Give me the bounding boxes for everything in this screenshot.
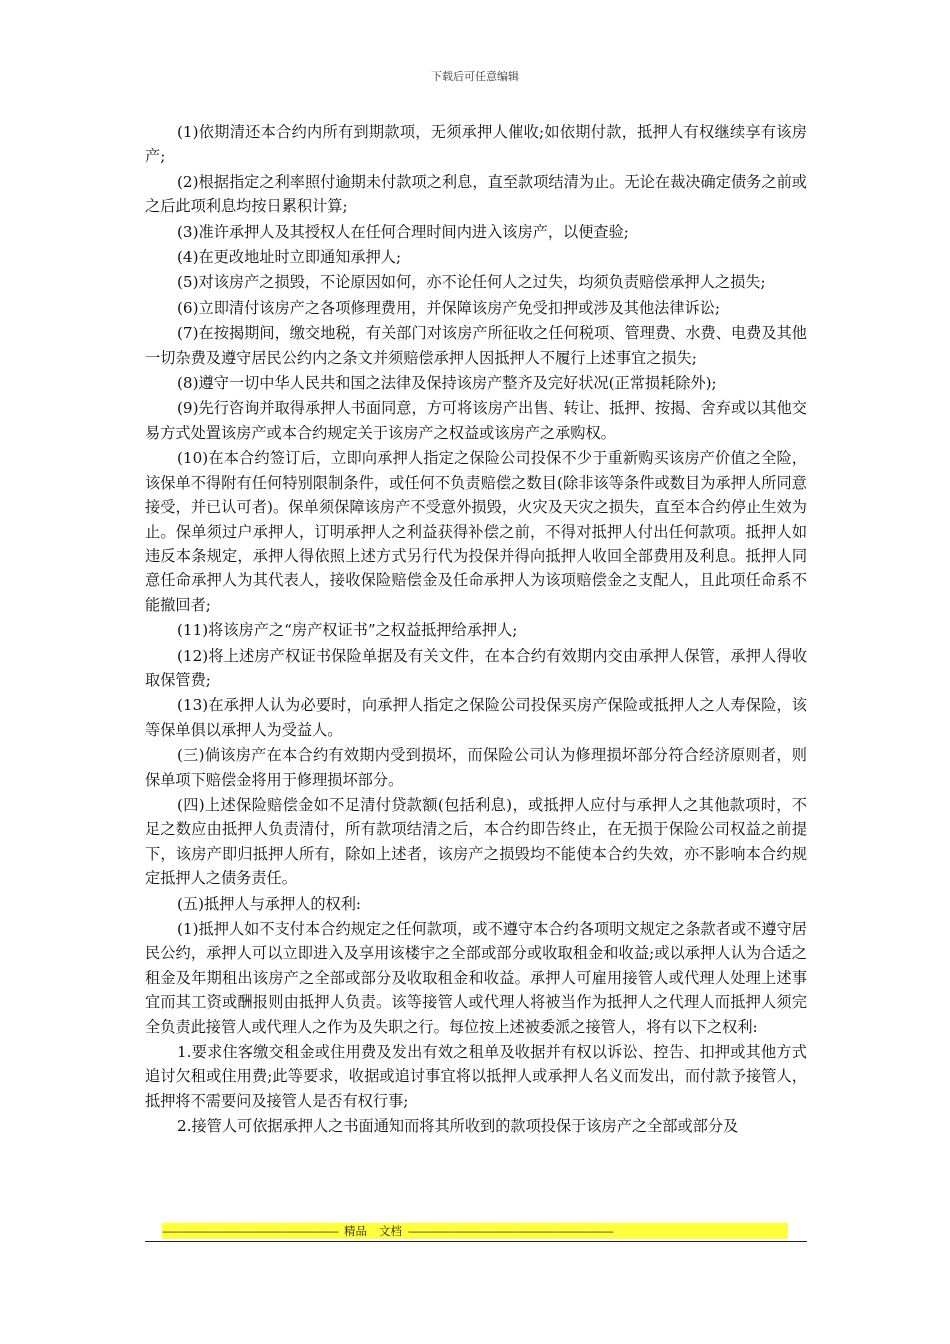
sub-clause-paragraph: 1.要求住客缴交租金或住用费及发出有效之租单及收据并有权以诉讼、控告、扣押或其他方式追讨欠租或住用费;此等要求，收据或追讨事宜将以抵押人或承押人名义而发出，而付款予接管人，抵押将不需要问及接管人是否有权行事;	[145, 1043, 807, 1110]
clause-paragraph: (8)遵守一切中华人民共和国之法律及保持该房产整齐及完好状况(正常损耗除外);	[177, 374, 717, 393]
clause-paragraph: (2)根据指定之利率照付逾期未付款项之利息，直至款项结清为止。无论在裁决确定债务之前或之后此项利息均按日累积计算;	[145, 172, 807, 216]
footer-divider	[145, 1241, 807, 1242]
sub-clause-paragraph: 2.接管人可依据承押人之书面通知而将其所收到的款项投保于该房产之全部或部分及	[177, 1117, 739, 1136]
footer-highlight-bar	[162, 1223, 788, 1239]
footer-left-dashes: -------------------------------------------------------------	[162, 1224, 339, 1238]
clause-paragraph: (12)将上述房产权证书保险单据及有关文件，在本合约有效期内交由承押人保管，承押人得收取保管费;	[145, 646, 807, 689]
clause-paragraph: (6)立即清付该房产之各项修理费用，并保障该房产免受扣押或涉及其他法律诉讼;	[177, 298, 721, 317]
clause-paragraph: (9)先行咨询并取得承押人书面同意，方可将该房产出售、转让、抵押、按揭、舍弃或以其他交易方式处置该房产或本合约规定关于该房产之权益或该房产之承购权。	[145, 399, 807, 442]
section-heading: (五)抵押人与承押人的权利:	[177, 894, 362, 913]
page-header: 下载后可任意编辑	[431, 70, 519, 83]
footer-label-2: 文档	[379, 1224, 403, 1238]
clause-paragraph: (11)将该房产之“房产权证书”之权益抵押给承押人;	[177, 621, 518, 640]
clause-paragraph: (1)抵押人如不支付本合约规定之任何款项，或不遵守本合约各项明文规定之条款者或不遵守居民公约，承押人可以立即进入及享用该楼宇之全部或部分或收取租金和收益;或以承押人认为合适之租金及年期租出该房产之全部或部分及收取租金和收益。承押人可雇用接管人或代理人处理上述事宜而其工资或酬报则由抵押人负责。该等接管人或代理人将被当作为抵押人之代理人而抵押人须完全负责此接管人或代理人之作为及失职之行。每位按上述被委派之接管人，将有以下之权利:	[145, 920, 807, 1036]
clause-paragraph: (3)准许承押人及其授权人在任何合理时间内进入该房产，以便查验;	[177, 222, 629, 241]
clause-paragraph: (4)在更改地址时立即通知承押人;	[177, 248, 402, 267]
footer-right-dashes: -----------------------------------------------------------------------	[408, 1224, 613, 1238]
section-paragraph: (三)倘该房产在本合约有效期内受到损坏，而保险公司认为修理损坏部分符合经济原则者，则保单项下赔偿金将用于修理损坏部分。	[145, 746, 807, 789]
clause-paragraph: (10)在本合约签订后，立即向承押人指定之保险公司投保不少于重新购买该房产价值之全险，该保单不得附有任何特别限制条件，或任何不负责赔偿之数目(除非该等条件或数目为承押人所同意接受，并已认可者)。保单须保障该房产不受意外损毁，火灾及天灾之损失，直至本合约停止生效为止。保单须过户承押人，订明承押人之利益获得补偿之前，不得对抵押人付出任何款项。抵押人如违反本条规定，承押人得依照上述方式另行代为投保并得向抵押人收回全部费用及利息。抵押人同意任命承押人为其代表人，接收保险赔偿金及任命承押人为该项赔偿金之支配人，且此项任命系不能撤回者;	[145, 449, 807, 614]
section-paragraph: (四)上述保险赔偿金如不足清付贷款额(包括利息)，或抵押人应付与承押人之其他款项时，不足之数应由抵押人负责清付，所有款项结清之后，本合约即告终止，在无损于保险公司权益之前提下，该房产即归抵押人所有，除如上述者，该房产之损毁均不能使本合约失效，亦不影响本合约规定抵押人之债务责任。	[145, 795, 807, 888]
clause-paragraph: (7)在按揭期间，缴交地税，有关部门对该房产所征收之任何税项、管理费、水费、电费及其他一切杂费及遵守居民公约内之条文并须赔偿承押人因抵押人不履行上述事宜之损失;	[145, 324, 807, 367]
document-body	[145, 120, 807, 1139]
clause-paragraph: (1)依期清还本合约内所有到期款项，无须承押人催收;如依期付款，抵押人有权继续享有该房产;	[145, 123, 807, 166]
clause-paragraph: (5)对该房产之损毁，不论原因如何，亦不论任何人之过失，均须负责赔偿承押人之损失;	[177, 273, 766, 292]
clause-paragraph: (13)在承押人认为必要时，向承押人指定之保险公司投保买房产保险或抵押人之人寿保险，该等保单俱以承押人为受益人。	[145, 696, 807, 739]
footer-label-1: 精品	[344, 1224, 368, 1238]
